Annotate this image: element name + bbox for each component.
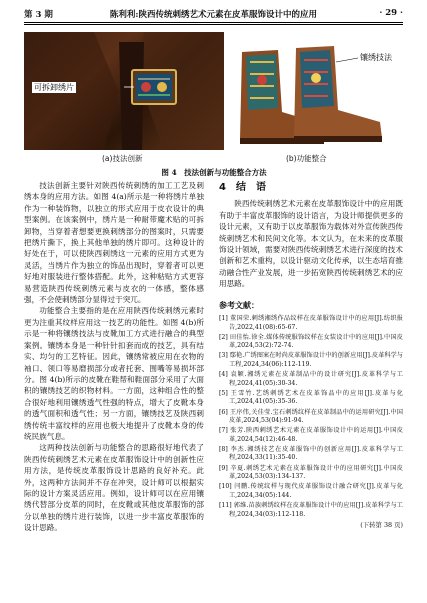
subcaption-b: (b)功能整合 bbox=[286, 154, 327, 163]
reference-item: [2] 田佳怡.徐全.媒体传统服饰纹样在女装设计中的应用[J].中国皮革,2024,53(2):72-74. bbox=[219, 333, 403, 350]
figure-4 bbox=[24, 32, 404, 177]
reference-item: [8] 李杰.湘绣技艺在皮革服饰中的创新应用[J].皮革科学与工程,2024,33(11):35-40. bbox=[219, 445, 403, 462]
running-header bbox=[24, 6, 403, 20]
header-rule-thin bbox=[24, 24, 403, 25]
continued-note: (下转第 38 页) bbox=[360, 520, 403, 529]
callout-detachable-patch: 可拆卸绣片 bbox=[34, 83, 74, 92]
reference-item: [9] 辛夏.刺绣艺术元素在皮革服饰设计中的应用研究[J].中国皮革,2024,53(03):134-137. bbox=[219, 464, 403, 481]
subcaption-a: (a)技法创新 bbox=[102, 154, 143, 163]
reference-item: [3] 鄢艳.广绣图案在时尚皮革服饰设计中的创新应用[J].皮革科学与工程,2024,34(06):112-119. bbox=[219, 352, 403, 369]
reference-item: [11] 郭维.苗族刺绣纹样在皮革服饰设计中的应用[J].皮革科学与工程,2024,34(03):112-118. bbox=[219, 501, 403, 518]
references-heading: 参考文献： bbox=[219, 300, 259, 310]
callout-inlay-embroidery: 镶绣技法 bbox=[360, 53, 392, 62]
section-title-conclusion: 4 结 语 bbox=[219, 182, 266, 193]
reference-item: [1] 董国荣.刺绣湘绣作品纹样在皮革服饰设计中的应用[J].纺织报告,2022,41(08):65-67. bbox=[219, 315, 403, 331]
embroidered-boots-illustration bbox=[230, 32, 404, 150]
header-rule bbox=[24, 22, 403, 23]
paragraph-conclusion: 陕西传统刺绣艺术元素在皮革服饰设计中的应用既有助于丰富皮革服饰的设计语言，为设计师提供更多的设计元素，又有助于以皮革服饰为载体对外宣传陕西传统刺绣艺术和民间文化等。本文认为，在未来的皮革服饰设计领域，需要对陕西传统刺绣艺术进行深度的技术创新和艺术重构，以设计驱动文化传承，以生态培育推动融合性产业发展，进一步拓宽陕西传统刺绣艺术的应用思路。 bbox=[219, 199, 403, 289]
reference-item: [5] 王雪竹.艺绣刺绣艺术在皮革饰品中的应用[J].皮革与化工,2024,41(05):35-36. bbox=[219, 389, 403, 406]
reference-item: [4] 袁颖.湘绣元素在皮革制品中的设计研究[J].皮革科学与工程,2024,41(05):30-34. bbox=[219, 371, 403, 387]
issue-number: 第 3 期 bbox=[24, 10, 53, 20]
figure-panel-a-leather-jacket bbox=[24, 32, 224, 150]
running-title: 陈利利:陕西传统刺绣艺术元素在皮革服饰设计中的应用 bbox=[109, 10, 318, 20]
reference-item: [10] 闫鹏.传统纹样与现代皮革服饰设计融合研究[J].皮革与化工,2024,34(05):144. bbox=[219, 483, 403, 499]
paragraph-technique-innovation: 技法创新主要针对陕西传统刺绣的加工工艺及刺绣本身的应用方法。如图 4(a)所示是一种将绣片单独作为一种装饰物，以独立的形式应用于皮衣设计的典型案例。在该案例中，绣片是一种耐带魔术贴的可拆卸物，当穿着者想要更换刺绣部分的图案时，只需要把绣片撕下，换上其他单独的绣片即可。这种设计的好处在于，可以使陕西刺绣这一元素的应用方式更为灵活，当绣片作为独立的饰品出现时，穿着者可以更好地对服装进行整体搭配。此外，这种粘贴方式更容易营造陕西传统刺绣元素与皮衣的一体感，整体感强，不会使刺绣部分显得过于突兀。 bbox=[24, 181, 204, 305]
paragraph-function-integration: 功能整合主要指的是在应用陕西传统刺绣元素时更为注重其纹样应用这一技艺的功能性。如图 4(b)所示是一种将镶绣技法与皮靴加工方式进行融合的典型案例。镶绣本身是一种针针扣套而成的技艺，具有结实、均匀的工艺特征。因此，镶绣常被应用在衣物的袖口、领口等易磨损部分或者托套、围嘴等易损坏部分。图 4(b)所示的皮靴在鞋帮和鞋面部分采用了大面积的镶绣技艺的织物材料。一方面，这种组合性的整合很好地利用镶绣透气性强的特点，增大了皮靴本身的透气面积和透气性；另一方面，镶绣技艺及陕西刺绣传统丰富纹样的应用也极大地提升了皮靴本身的传统民族气息。 bbox=[24, 306, 204, 441]
reference-item: [7] 张芳.陕西刺绣艺术元素在皮革服饰设计中的运用[J].中国皮革,2024,54(12):46-48. bbox=[219, 427, 403, 443]
left-column bbox=[24, 180, 204, 534]
figure-caption: 图 4 技法创新与功能整合方法 bbox=[161, 168, 267, 177]
page-number: · 29 · bbox=[379, 8, 403, 18]
right-column bbox=[219, 180, 403, 531]
reference-item: [6] 王序伟,关佳莹.宝石刺绣纹样在皮革制品中的运用研究[J].中国皮革,2024,53(04):91-94. bbox=[219, 408, 403, 425]
figure-panel-b-embroidered-boots bbox=[230, 32, 404, 150]
paragraph-combination: 这两种技法创新与功能整合的思路很好地代表了陕西传统刺绣艺术元素在皮革服饰设计中的创新性应用方法，是传统皮革服饰设计思路的良好补充。此外，这两种方法间并不存在冲突，设计师可以根据实际的设计方案灵活应用。例如，设计师可以在应用镶绣代替部分皮革的同时，在皮靴或其他皮革服饰的部分以单独的绣片进行装饰，以进一步丰富皮革服饰的设计思路。 bbox=[24, 443, 204, 533]
references-list bbox=[219, 315, 403, 529]
